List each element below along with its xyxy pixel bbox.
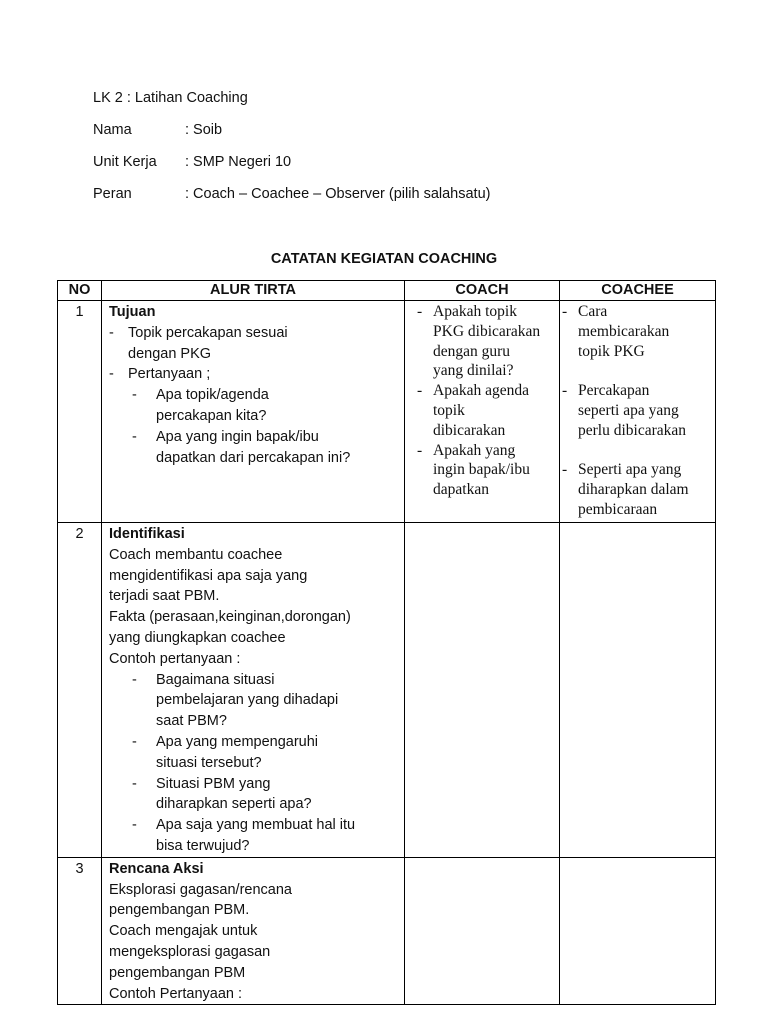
text-line: Contoh pertanyaan : (109, 650, 241, 667)
field-label: Peran (93, 186, 132, 202)
table-row (58, 523, 716, 858)
coach-cell (405, 857, 560, 1005)
header-no: NO (58, 281, 102, 301)
list-item: - Percakapan seperti apa yang perlu dibicarakan (562, 382, 687, 439)
text-line: diharapkan seperti apa? (156, 796, 312, 813)
text-line: mengidentifikasi apa saja yang (109, 567, 308, 584)
text-line: saat PBM? (156, 713, 227, 730)
field-label: Unit Kerja (93, 154, 157, 170)
section-title: Identifikasi (109, 526, 185, 542)
list-item: - Apakah yang ingin bapak/ibu dapatkan (417, 441, 530, 499)
lk-title-line (93, 89, 248, 107)
text-line: pengembangan PBM (109, 964, 246, 981)
text-line: dapatkan dari percakapan ini? (156, 449, 351, 466)
text-line: pembelajaran yang dihadapi (156, 692, 339, 709)
text-line: mengeksplorasi gagasan (109, 943, 271, 960)
section-title: Tujuan (109, 304, 156, 320)
row-number: 1 (58, 301, 102, 523)
text-line: Contoh Pertanyaan : (109, 985, 243, 1002)
section-title: Rencana Aksi (109, 860, 204, 877)
field-value: : SMP Negeri 10 (185, 154, 292, 170)
list-item: - Topik percakapan sesuai (109, 324, 288, 341)
coachee-cell (560, 857, 716, 1005)
row-number: 3 (58, 857, 102, 1005)
table-header-row (58, 281, 716, 301)
coachee-cell (560, 523, 716, 858)
table-row (58, 301, 716, 523)
text-line: terjadi saat PBM. (109, 588, 220, 605)
list-item: - Apa topik/agenda (132, 387, 269, 404)
text-line: Eksplorasi gagasan/rencana (109, 881, 292, 898)
text-line: pengembangan PBM. (109, 902, 250, 919)
text-line: yang diungkapkan coachee (109, 629, 286, 646)
alur-cell (102, 857, 405, 1005)
alur-cell (102, 301, 405, 523)
text-line: bisa terwujud? (156, 837, 250, 854)
field-value: : Soib (185, 122, 223, 138)
field-label: Nama (93, 122, 132, 138)
header-alur-tirta: ALUR TIRTA (102, 281, 405, 301)
list-item: - Cara membicarakan topik PKG (562, 303, 670, 360)
field-value: : Coach – Coachee – Observer (pilih salahsatu) (185, 186, 491, 202)
list-item: - Bagaimana situasi (132, 671, 275, 688)
header-coachee: COACHEE (560, 281, 716, 301)
text-line: dengan PKG (128, 345, 212, 362)
text-line: percakapan kita? (156, 407, 267, 424)
text-line: Coach membantu coachee (109, 546, 283, 563)
table-row (58, 857, 716, 1005)
list-item: - Situasi PBM yang (132, 775, 271, 792)
text-line: Coach mengajak untuk (109, 923, 258, 940)
list-item: - Pertanyaan ; (109, 366, 211, 383)
row-number: 2 (58, 523, 102, 858)
list-item: - Apa yang ingin bapak/ibu (132, 428, 319, 445)
list-item: - Apakah topik PKG dibicarakan dengan guru yang dinilai? (417, 303, 541, 380)
list-item: - Apakah agenda topik dibicarakan (417, 382, 529, 439)
coachee-cell (560, 301, 716, 523)
coach-cell (405, 523, 560, 858)
list-item: - Apa saja yang membuat hal itu (132, 817, 356, 834)
list-item: - Apa yang mempengaruhi (132, 733, 319, 750)
coaching-table (57, 280, 716, 1005)
alur-cell (102, 523, 405, 858)
list-item: - Seperti apa yang diharapkan dalam pembicaraan (562, 461, 689, 518)
lk-title: LK 2 : Latihan Coaching (93, 90, 248, 106)
coach-cell (405, 301, 560, 523)
document-title: CATATAN KEGIATAN COACHING (270, 251, 498, 267)
header-coach: COACH (405, 281, 560, 301)
text-line: Fakta (perasaan,keinginan,dorongan) (109, 609, 351, 626)
text-line: situasi tersebut? (156, 754, 262, 771)
